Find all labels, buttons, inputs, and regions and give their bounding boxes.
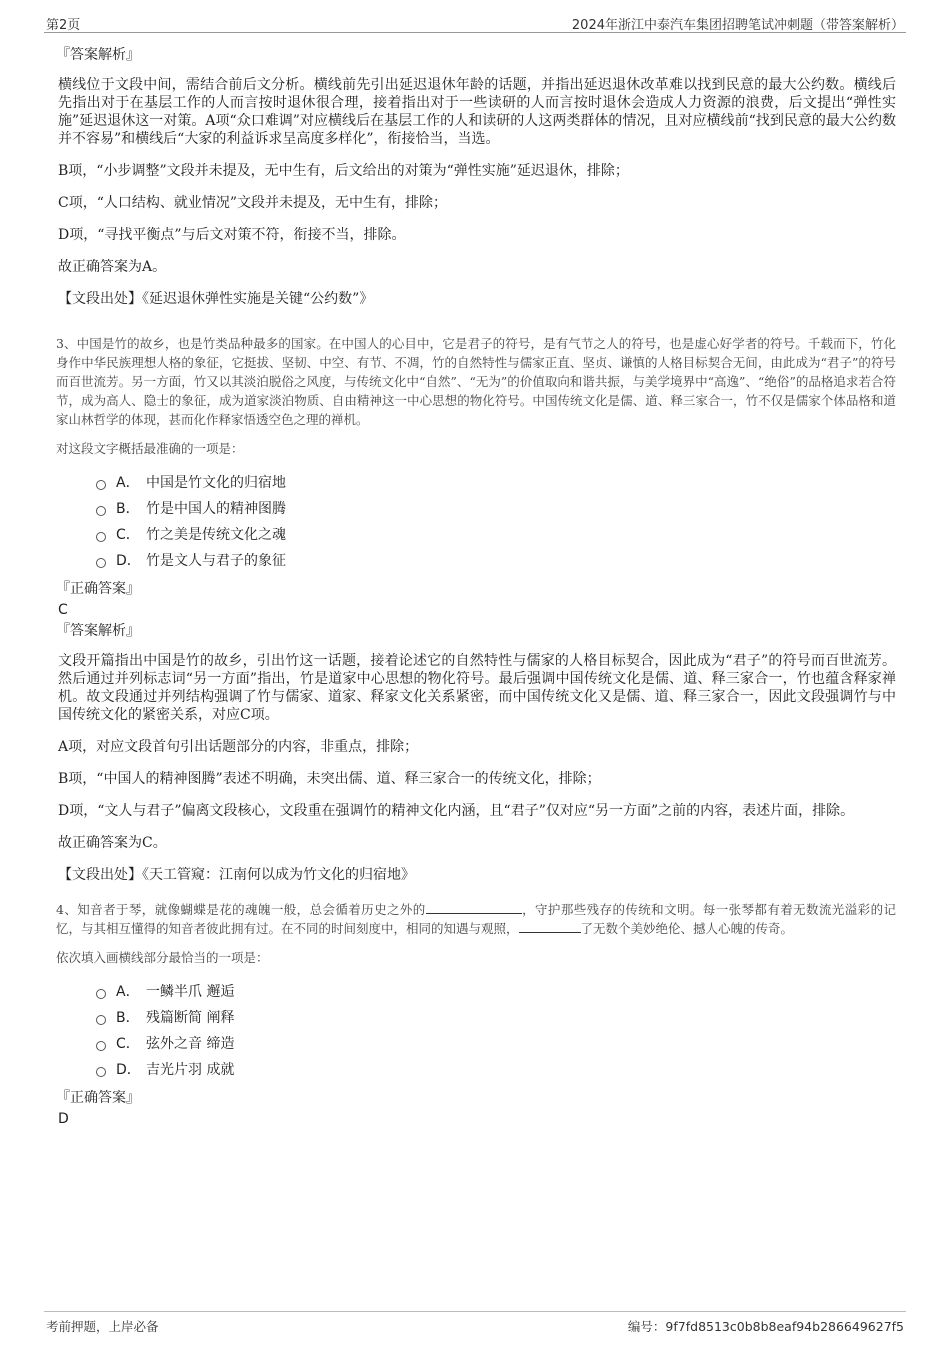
analysis-paragraph: B项，“小步调整”文段并未提及，无中生有，后文给出的对策为“弹性实施”延迟退休，排除； <box>58 163 629 179</box>
radio-icon[interactable] <box>96 1067 106 1077</box>
radio-icon[interactable] <box>96 989 106 999</box>
correct-answer: C <box>58 602 68 618</box>
radio-icon[interactable] <box>96 1015 106 1025</box>
analysis-label: 『答案解析』 <box>56 47 140 63</box>
option-b[interactable]: B． 竹是中国人的精神图腾 <box>96 496 896 522</box>
question-3-text: 3、中国是竹的故乡，也是竹类品种最多的国家。在中国人的心目中，它是君子的符号，是有气节之人的符号，也是虚心好学者的符号。千载而下，竹化身作中华民族理想人格的象征，它挺拔、坚韧、中空、有节、不凋，竹的自然特性与儒家正直、坚贞、谦慎的人格目标契合无间，由此成为“君子”的符号而百世流芳。另一方面，竹又以其淡泊脱俗之风度，与传统文化中“自然”、“无为”的价值取向和谐共振，与美学境界中“高逸”、“绝俗”的品格追求若合符节，成为高人、隐士的象征，成为道家淡泊物质、自由精神这一中心思想的物化符号。中国传统文化是儒、道、释三家合一，竹不仅是儒家个体品格和道家山林哲学的体现，甚而化作释家悟透空色之理的禅机。 <box>56 336 896 427</box>
option-d[interactable]: D． 竹是文人与君子的象征 <box>96 548 896 574</box>
radio-icon[interactable] <box>96 532 106 542</box>
page-header <box>44 10 906 33</box>
radio-icon[interactable] <box>96 506 106 516</box>
option-c[interactable]: C． 竹之美是传统文化之魂 <box>96 522 896 548</box>
question-4-options <box>96 979 896 1083</box>
analysis-paragraph: C项，“人口结构、就业情况”文段并未提及，无中生有，排除； <box>58 195 448 211</box>
radio-icon[interactable] <box>96 1041 106 1051</box>
analysis-paragraph: A项，对应文段首句引出话题部分的内容，非重点，排除； <box>58 739 419 755</box>
analysis-paragraph: 文段开篇指出中国是竹的故乡，引出竹这一话题，接着论述它的自然特性与儒家的人格目标契合，因此成为“君子”的符号而百世流芳。然后通过并列标志词“另一方面”指出，竹是道家中心思想的物化符号。最后强调中国传统文化是儒、道、释三家合一，竹也蕴含释家禅机。故文段通过并列结构强调了竹与儒家、道家、释家文化关系紧密，而中国传统文化又是儒、道、释三家合一，因此文段强调竹与中国传统文化的紧密关系，对应C项。 <box>58 653 896 723</box>
option-c[interactable]: C． 弦外之音 缔造 <box>96 1031 896 1057</box>
radio-icon[interactable] <box>96 480 106 490</box>
analysis-conclusion: 故正确答案为A。 <box>58 259 167 275</box>
question-3-options <box>96 470 896 574</box>
footer-slogan: 考前押题，上岸必备 <box>46 1319 159 1334</box>
page-footer <box>44 1311 906 1334</box>
source-citation: 【文段出处】《天工管窥：江南何以成为竹文化的归宿地》 <box>58 867 415 883</box>
page-number: 第2页 <box>46 18 81 33</box>
correct-answer: D <box>58 1111 69 1127</box>
option-a[interactable]: A． 中国是竹文化的归宿地 <box>96 470 896 496</box>
analysis-label: 『答案解析』 <box>56 623 140 639</box>
option-d[interactable]: D． 吉光片羽 成就 <box>96 1057 896 1083</box>
source-citation: 【文段出处】《延迟退休弹性实施是关键“公约数”》 <box>58 291 374 307</box>
correct-answer-label: 『正确答案』 <box>56 581 140 597</box>
question-4-prompt: 依次填入画横线部分最恰当的一项是： <box>56 950 269 965</box>
analysis-paragraph: D项，“寻找平衡点”与后文对策不符，衔接不当，排除。 <box>58 227 406 243</box>
option-b[interactable]: B． 残篇断简 阐释 <box>96 1005 896 1031</box>
analysis-conclusion: 故正确答案为C。 <box>58 835 167 851</box>
analysis-paragraph: D项，“文人与君子”偏离文段核心，文段重在强调竹的精神文化内涵，且“君子”仅对应“另一方面”之前的内容，表述片面，排除。 <box>58 803 855 819</box>
radio-icon[interactable] <box>96 558 106 568</box>
analysis-paragraph: 横线位于文段中间，需结合前后文分析。横线前先引出延迟退休年龄的话题，并指出延迟退休改革难以找到民意的最大公约数。横线后先指出对于在基层工作的人而言按时退休很合理，接着指出对于一些读研的人而言按时退休会造成人力资源的浪费，后文提出“弹性实施”延迟退休这一对策。A项“众口难调”对应横线后在基层工作的人和读研的人这两类群体的情况，且对应横线前“找到民意的最大公约数并不容易”和横线后“大家的利益诉求呈高度多样化”，衔接恰当，当选。 <box>58 77 896 147</box>
fill-blank-1[interactable] <box>426 900 522 914</box>
option-a[interactable]: A． 一鳞半爪 邂逅 <box>96 979 896 1005</box>
fill-blank-2[interactable] <box>519 919 581 933</box>
question-4-text: 4、知音者于琴，就像蝴蝶是花的魂魄一般，总会循着历史之外的 ，守护那些残存的传统和文明。每一张琴都有着无数流光溢彩的记忆，与其相互懂得的知音者彼此拥有过。在不同的时间刻度中，相同的知遇与观照， 了无数个美妙绝伦、撼人心魄的传奇。 <box>56 902 896 936</box>
question-3-prompt: 对这段文字概括最准确的一项是： <box>56 441 244 456</box>
analysis-paragraph: B项，“中国人的精神图腾”表述不明确，未突出儒、道、释三家合一的传统文化，排除； <box>58 771 601 787</box>
correct-answer-label: 『正确答案』 <box>56 1090 140 1106</box>
document-title: 2024年浙江中泰汽车集团招聘笔试冲刺题（带答案解析） <box>571 18 904 33</box>
document-body <box>56 44 896 1129</box>
document-id: 编号：9f7fd8513c0b8b8eaf94b286649627f5 <box>627 1319 904 1334</box>
